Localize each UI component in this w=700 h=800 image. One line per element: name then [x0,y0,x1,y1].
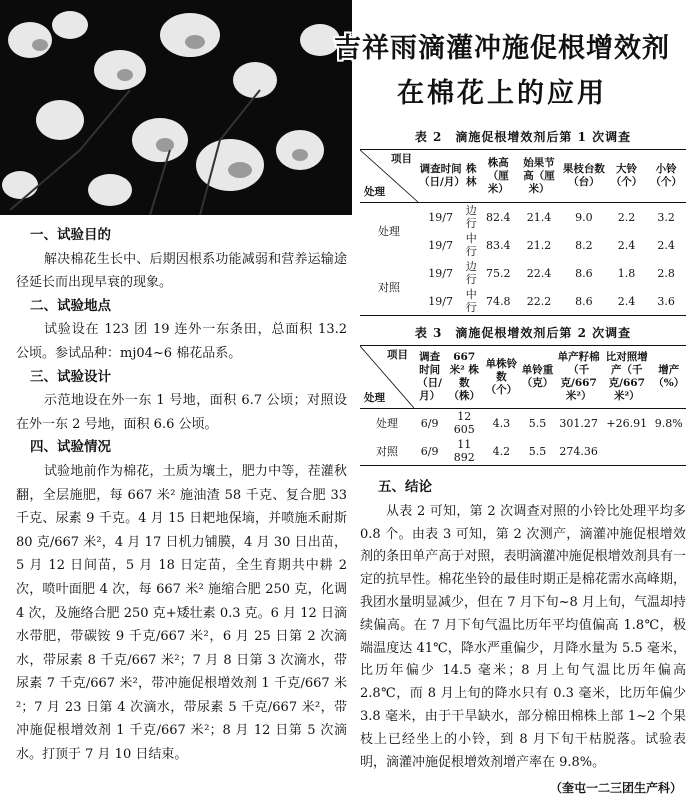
table3-header: 单株铃数（个） [485,357,518,396]
table3-caption: 表 3 滴施促根增效剂后第 2 次调查 [414,326,632,340]
table-cell: 4.3 [492,416,511,430]
cotton-photo [0,0,352,215]
table-cell: 22.4 [526,266,552,280]
table-cell: 274.36 [559,444,598,458]
table2-corner [360,150,418,203]
table2-corner-top: 项目 [391,153,412,165]
table2-group-label: 处理 [378,224,400,238]
table-cell [652,437,686,466]
section-text-conclusion: 从表 2 可知，第 2 次调查对照的小铃比处理平均多 0.8 个。由表 3 可知，第 2 次测产，滴灌冲施促根增效剂的条田单产高于对照，表明滴灌冲施促根增效剂具有一定的抗早性。棉花坐铃的最佳时期正是棉花需水高峰期，我团水量明显减少，但在 7 月下旬~8 月上旬，气温却持续偏高。在 7 月下旬气温比历年平均值偏高 1.8℃，极端温度达 41℃，降水严重偏少，月降水量为 5.5 毫米，比历年偏少 14.5 毫米；8 月上旬气温比历年偏高 2.8℃，而 8 月上旬的降水只有 0.3 毫米，比历年偏少 3.8 毫米，由于干旱缺水，部分棉田棉株上部 1~2 个果枝上已经坐上的小铃，到 8 月下旬干枯脱落。试验表明，滴灌冲施促根增效剂增产率在 9.8%。 [360,503,686,770]
left-column [16,224,347,767]
table-cell: 8.6 [575,266,593,280]
table-cell: 中行 [465,232,477,258]
table3-corner-top: 项目 [387,349,408,361]
table3-corner [360,346,414,409]
table-cell: 21.4 [526,210,552,224]
section-heading-conditions: 四、试验情况 [30,439,111,456]
section-heading-conclusion: 五、结论 [378,479,432,495]
table2-caption: 表 2 滴施促根增效剂后第 1 次调查 [414,130,632,144]
section-text-conditions: 试验地前作为棉花，土质为壤土，肥力中等，茬灌秋翻，全层施肥，每 667 米² 施油渣 58 千克、复合肥 33 千克、尿素 9 千克。4 月 15 日耙地保墒，并喷施禾耐斯 80 克/667 米²，4 月 17 日机力铺膜，4 月 30 日出苗，5 月 12 日间苗，5 月 18 日定苗，全生育期共中耕 2 次，喷叶面肥 4 次，每 667 米² 施缩合肥 250 克，化调 4 次，及施络合肥 250 克+矮壮素 0.3 克。6 月 12 日滴水带肥，带碳铵 9 千克/667 米²，6 月 25 日第 2 次滴水，带尿素 8 千克/667 米²；7 月 8 日第 3 次滴水，带尿素 7 千克/667 米²，带冲施促根增效剂 1 千克/667 米²；7 月 23 日第 4 次滴水，带尿素 5 千克/667 米²，带冲施促根增效剂 1 千克/667 米²；8 月 12 日第 5 次滴水。打顶于 7 月 10 日结束。 [16,463,347,763]
table-row [360,203,686,232]
conclusion-section [360,476,686,800]
table-row [360,437,686,466]
table3-header: 单产籽棉（千克/667 米²） [557,351,600,402]
table-cell: 75.2 [486,266,511,280]
table-cell: 301.27 [559,416,598,430]
table-cell: 2.4 [617,238,636,252]
section-heading-design: 三、试验设计 [30,368,111,385]
table-cell: 83.4 [486,238,511,252]
table-cell: 19/7 [428,210,453,224]
table-cell: 4.2 [492,444,511,458]
table-cell: +26.91 [606,416,648,430]
table3-header: 比对照增产（千克/667 米²） [605,351,648,402]
table-cell: 9.0 [575,210,593,224]
table-cell [602,437,652,466]
author-signature: （奎屯一二三团生产科） [549,781,682,796]
table-cell: 8.2 [575,238,593,252]
table3-row-label: 对照 [376,444,398,458]
table-cell: 22.2 [526,294,552,308]
right-column [360,128,686,800]
table2 [360,149,686,316]
table-cell: 19/7 [428,294,453,308]
table-cell: 82.4 [486,210,511,224]
table2-header: 果枝台数（台） [562,163,605,188]
table2-group-label: 对照 [378,280,400,294]
table2-header: 大铃（个） [610,163,643,188]
table-cell: 边行 [465,204,477,230]
table-cell: 12 605 [453,410,475,436]
table-cell: 19/7 [428,238,453,252]
section-heading-location: 二、试验地点 [30,297,111,314]
section-text-purpose: 解决棉花生长中、后期因根系功能减弱和营养运输途径延长而出现早衰的现象。 [16,251,347,291]
table3-corner-bottom: 处理 [364,392,385,404]
table-cell: 2.4 [657,238,675,252]
table2-header: 株高（厘米） [487,156,509,195]
table-cell: 21.2 [526,238,552,252]
table-cell: 74.8 [486,294,511,308]
table-cell: 6/9 [420,416,439,430]
section-text-location: 试验设在 123 团 19 连外一东条田，总面积 13.2 公顷。参试品种：mj04~6 棉花品系。 [16,322,347,361]
table3-header: 单铃重（克） [521,364,554,389]
table-cell: 1.8 [617,266,636,280]
table2-header: 小铃（个） [650,163,682,188]
table-cell: 3.2 [657,210,675,224]
title-line-1: 吉祥雨滴灌冲施促根增效剂 [334,33,670,64]
table3-header: 增产（%） [653,364,685,389]
table2-corner-bottom: 处理 [364,186,385,198]
table-cell: 19/7 [428,266,453,280]
table-cell: 3.6 [657,294,675,308]
table2-header: 株林 [466,163,477,188]
table-cell: 11 892 [453,438,475,464]
table-cell: 9.8% [654,416,683,430]
table-cell: 2.4 [617,294,636,308]
table3-header: 667 米² 株数（株） [448,351,480,402]
table2-header: 始果节高（厘米） [523,156,555,195]
table-cell: 2.8 [657,266,675,280]
table-cell: 2.2 [617,210,636,224]
table-cell: 6/9 [420,444,439,458]
table2-header: 调查时间（日/月） [419,163,465,188]
section-heading-purpose: 一、试验目的 [30,227,111,243]
table3-row-label: 处理 [376,416,398,430]
article-title [334,26,670,110]
table-row [360,259,686,287]
table-cell: 中行 [465,288,477,314]
table-cell: 8.6 [575,294,593,308]
table3-header: 调查时间（日/月） [417,351,443,402]
table-row [360,409,686,438]
title-line-2: 在棉花上的应用 [397,78,607,109]
table-cell: 5.5 [528,416,547,430]
section-text-design: 示范地设在外一东 1 号地，面积 6.7 公顷；对照设在外一东 2 号地，面积 6.6 公顷。 [16,393,347,432]
table-cell: 边行 [465,260,477,286]
table-cell: 5.5 [528,444,547,458]
table3 [360,345,686,466]
